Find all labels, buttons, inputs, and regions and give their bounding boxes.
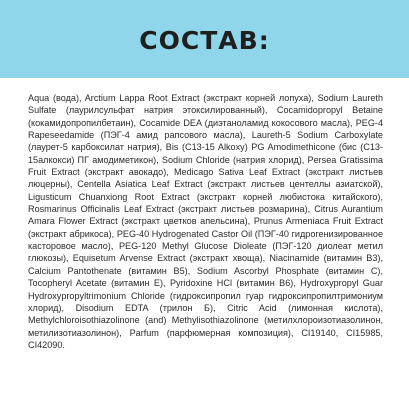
header-band <box>0 0 409 78</box>
page-title: СОСТАВ: <box>139 26 270 55</box>
ingredients-text: Aqua (вода), Arctium Lappa Root Extract (экстракт корней лопуха), Sodium Laureth Sulfate (лаурилсульфат натрия этоксилированный), Cocamidopropyl Betaine (кокамидопропилбетаин), Cocamide DEA (диэтаноламид кокосового масла), PEG-4 Rapeseedamide (ПЭГ-4 амид рапсового масла), Laureth-5 Sodium Carboxylate (лаурет-5 карбоксилат натрия), Bis (C13-15 Alkoxy) PG Amodimethicone (бис (C13-15алкокси) ПГ амодиметикон), Sodium Chloride (натрия хлорид), Persea Gratissima Fruit Extract (экстракт авокадо), Medicago Sativa Leaf Extract (экстракт листьев люцерны), Centella Asiatica Leaf Extract (экстракт листьев центеллы азиатской), Ligusticum Chuanxiong Root Extract (экстракт корней любистока китайского), Rosmarinus Officinalis Leaf Extract (экстракт листьев розмарина), Citrus Aurantium Amara Flower Extract (экстракт цветков апельсина), Prunus Armeniaca Fruit Extract (экстракт абрикоса), PEG-40 Hydrogenated Castor Oil (ПЭГ-40 гидрогенизированное касторовое масло), PEG-120 Methyl Glucose Dioleate (ПЭГ-120 диолеат метил глюкозы), Equisetum Arvense Extract (экстракт хвоща), Niacinamide (витамин В3), Calcium Pantothenate (витамин В5), Sodium Ascorbyl Phosphate (витамин С), Tocopheryl Acetate (витамин Е), Pyridoxine HCl (витамин В6), Hydroxypropyl Guar Hydroxypropyltrimonium Chloride (гидроксипропил гуар гидроксипропилтримониум хлорид), Disodium EDTA (трилон Б), Citric Acid (лимонная кислота), Methylchloroisothiazolinone (and) Methylisothiazolinone (метилхлороизотиазолинон, метилизотиазолинон), Parfum (парфюмерная композиция), CI19140, CI15985, CI42090. <box>28 93 383 350</box>
